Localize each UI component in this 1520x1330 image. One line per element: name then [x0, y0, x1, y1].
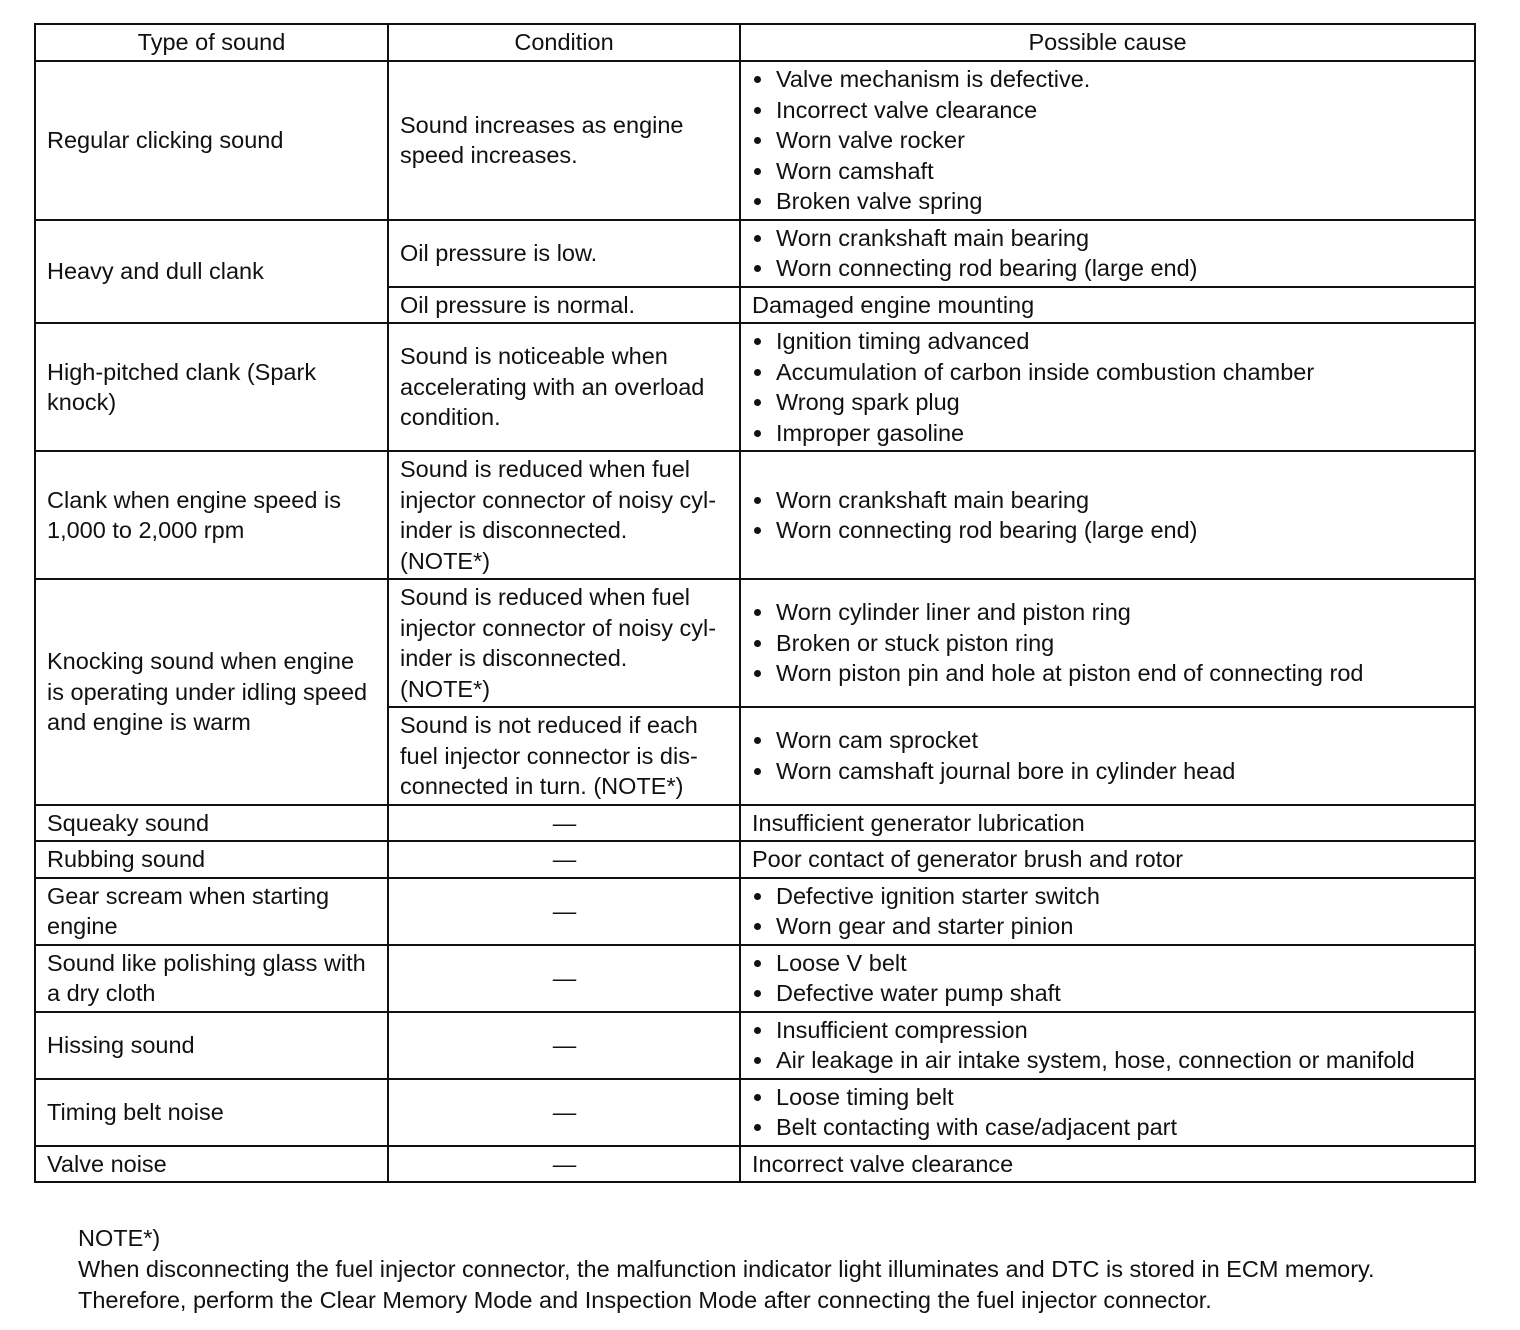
- type-line: engine: [47, 913, 118, 939]
- cause-cell: Incorrect valve clearance: [740, 1146, 1475, 1183]
- cause-item: Ignition timing advanced: [752, 326, 1464, 357]
- type-line: Sound like polishing glass with: [47, 949, 366, 976]
- cause-cell: [740, 61, 1475, 220]
- header-condition: Condition: [388, 24, 740, 61]
- condition-line: (NOTE*): [400, 675, 491, 702]
- condition-line: Sound is not reduced if each: [400, 712, 698, 738]
- condition-cell: Oil pressure is normal.: [388, 287, 740, 324]
- table-row: [35, 841, 1475, 878]
- condition-line: fuel injector connector is dis-: [400, 742, 698, 769]
- type-line: Knocking sound when engine: [47, 648, 355, 674]
- table-row: [35, 945, 1475, 1012]
- cause-list: [752, 881, 1464, 942]
- type-line: is operating under idling speed: [47, 678, 368, 705]
- cause-list: [752, 1082, 1464, 1143]
- cause-cell: [740, 945, 1475, 1012]
- cause-cell: [740, 1012, 1475, 1079]
- table-row: [35, 878, 1475, 945]
- table-row: [35, 1146, 1475, 1183]
- condition-cell: Sound increases as engine speed increases.: [388, 61, 740, 220]
- condition-cell: —: [388, 841, 740, 878]
- footnote-line: Therefore, perform the Clear Memory Mode and Inspection Mode after connecting the fuel injector connector.: [78, 1287, 1212, 1313]
- condition-cell: —: [388, 1146, 740, 1183]
- cause-item: Wrong spark plug: [752, 387, 1464, 418]
- condition-line: Sound is reduced when fuel: [400, 584, 691, 610]
- cause-cell: [740, 451, 1475, 579]
- cause-list: [752, 64, 1464, 217]
- condition-line: connected in turn. (NOTE*): [400, 773, 684, 799]
- table-row: [35, 805, 1475, 842]
- type-cell: High-pitched clank (Spark knock): [35, 323, 388, 451]
- cause-item: Air leakage in air intake system, hose, connection or manifold: [752, 1045, 1464, 1076]
- condition-cell: —: [388, 1079, 740, 1146]
- cause-item: Worn camshaft: [752, 156, 1464, 187]
- cause-cell: [740, 1079, 1475, 1146]
- condition-cell: Sound is noticeable when accelerating with an overload condition.: [388, 323, 740, 451]
- cause-item: Broken valve spring: [752, 186, 1464, 217]
- cause-list: [752, 725, 1464, 786]
- condition-cell: [388, 451, 740, 579]
- cause-item: Worn valve rocker: [752, 125, 1464, 156]
- cause-item: Belt contacting with case/adjacent part: [752, 1112, 1464, 1143]
- cause-cell: Damaged engine mounting: [740, 287, 1475, 324]
- condition-line: (NOTE*): [400, 547, 491, 574]
- footnote-title: NOTE*): [78, 1225, 161, 1251]
- table-row: [35, 579, 1475, 707]
- type-cell: Heavy and dull clank: [35, 220, 388, 324]
- condition-cell: [388, 707, 740, 805]
- type-cell: Squeaky sound: [35, 805, 388, 842]
- footnote: [78, 1223, 1498, 1316]
- header-possible-cause: Possible cause: [740, 24, 1475, 61]
- condition-cell: —: [388, 805, 740, 842]
- engine-noise-diagnosis-table: [34, 23, 1476, 1183]
- cause-item: Incorrect valve clearance: [752, 95, 1464, 126]
- cause-item: Worn crankshaft main bearing: [752, 223, 1464, 254]
- cause-item: Broken or stuck piston ring: [752, 628, 1464, 659]
- table-row: [35, 61, 1475, 220]
- cause-item: Worn piston pin and hole at piston end of connecting rod: [752, 658, 1464, 689]
- cause-cell: [740, 878, 1475, 945]
- condition-cell: —: [388, 1012, 740, 1079]
- cause-cell: [740, 220, 1475, 287]
- type-cell: Clank when engine speed is 1,000 to 2,000 rpm: [35, 451, 388, 579]
- cause-cell: Insufficient generator lubrication: [740, 805, 1475, 842]
- cause-item: Insufficient compression: [752, 1015, 1464, 1046]
- condition-line: injector connector of noisy cyl-: [400, 614, 717, 641]
- type-cell: Hissing sound: [35, 1012, 388, 1079]
- condition-line: inder is disconnected.: [400, 517, 628, 543]
- condition-cell: Oil pressure is low.: [388, 220, 740, 287]
- table-row: [35, 1079, 1475, 1146]
- type-cell: Valve noise: [35, 1146, 388, 1183]
- cause-item: Worn crankshaft main bearing: [752, 485, 1464, 516]
- table-row: [35, 451, 1475, 579]
- type-line: a dry cloth: [47, 980, 156, 1006]
- cause-item: Worn cam sprocket: [752, 725, 1464, 756]
- cause-item: Loose V belt: [752, 948, 1464, 979]
- cause-item: Loose timing belt: [752, 1082, 1464, 1113]
- cause-list: [752, 597, 1464, 689]
- type-cell: [35, 579, 388, 805]
- cause-list: [752, 948, 1464, 1009]
- condition-line: Sound is reduced when fuel: [400, 456, 691, 482]
- footnote-line: When disconnecting the fuel injector connector, the malfunction indicator light illuminates and DTC is stored in ECM memory.: [78, 1256, 1375, 1282]
- cause-item: Accumulation of carbon inside combustion chamber: [752, 357, 1464, 388]
- condition-line: injector connector of noisy cyl-: [400, 486, 717, 513]
- header-type-of-sound: Type of sound: [35, 24, 388, 61]
- type-cell: Rubbing sound: [35, 841, 388, 878]
- condition-cell: [388, 579, 740, 707]
- cause-item: Defective water pump shaft: [752, 978, 1464, 1009]
- cause-list: [752, 223, 1464, 284]
- cause-cell: [740, 323, 1475, 451]
- cause-item: Worn gear and starter pinion: [752, 911, 1464, 942]
- cause-cell: [740, 707, 1475, 805]
- table-row: [35, 1012, 1475, 1079]
- table-row: [35, 323, 1475, 451]
- cause-item: Worn camshaft journal bore in cylinder head: [752, 756, 1464, 787]
- cause-cell: [740, 579, 1475, 707]
- cause-item: Worn cylinder liner and piston ring: [752, 597, 1464, 628]
- type-cell: Timing belt noise: [35, 1079, 388, 1146]
- cause-item: Improper gasoline: [752, 418, 1464, 449]
- type-line: Gear scream when starting: [47, 882, 330, 909]
- table-header-row: [35, 24, 1475, 61]
- cause-list: [752, 485, 1464, 546]
- cause-item: Valve mechanism is defective.: [752, 64, 1464, 95]
- table-row: [35, 220, 1475, 287]
- cause-list: [752, 326, 1464, 448]
- cause-item: Worn connecting rod bearing (large end): [752, 253, 1464, 284]
- type-line: and engine is warm: [47, 709, 251, 735]
- type-cell: Regular clicking sound: [35, 61, 388, 220]
- cause-item: Defective ignition starter switch: [752, 881, 1464, 912]
- condition-cell: —: [388, 945, 740, 1012]
- cause-list: [752, 1015, 1464, 1076]
- type-cell: [35, 878, 388, 945]
- cause-cell: Poor contact of generator brush and rotor: [740, 841, 1475, 878]
- cause-item: Worn connecting rod bearing (large end): [752, 515, 1464, 546]
- condition-line: inder is disconnected.: [400, 645, 628, 671]
- condition-cell: —: [388, 878, 740, 945]
- type-cell: [35, 945, 388, 1012]
